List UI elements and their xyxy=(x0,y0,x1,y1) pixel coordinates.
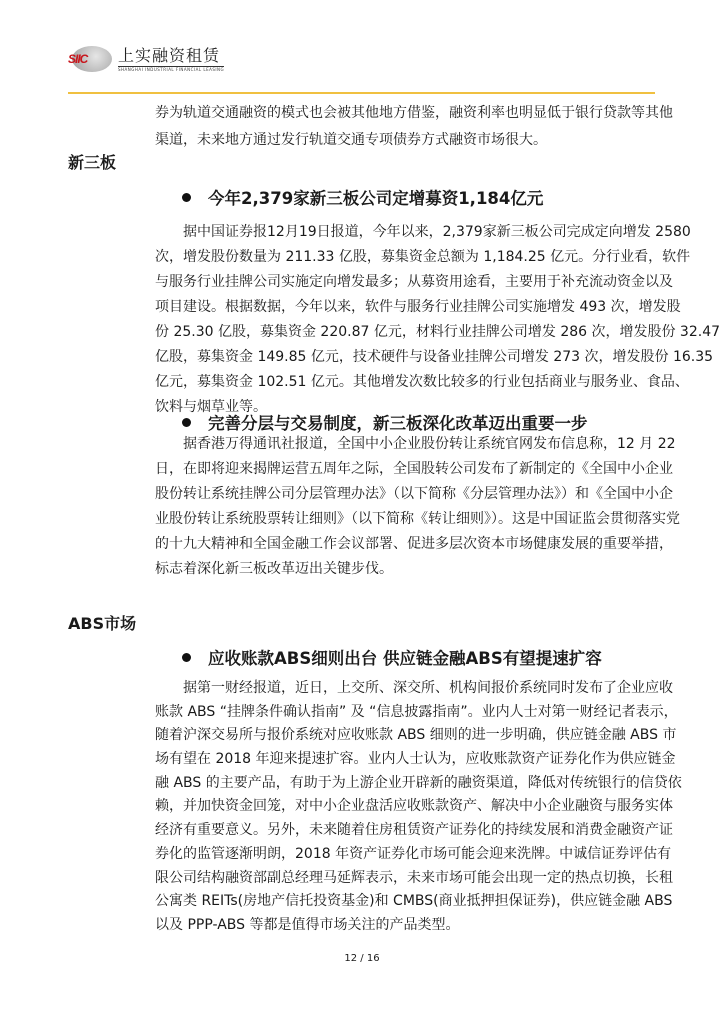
paragraph xyxy=(155,432,680,582)
paragraph-line: 业股份转让系统股票转让细则》（以下简称《转让细则》）。这是中国证监会贯彻落实党 xyxy=(155,511,680,527)
paragraph xyxy=(155,677,682,938)
siic-logo-icon xyxy=(68,46,112,72)
logo-english-name: SHANGHAI INDUSTRIAL FINANCIAL LEASING xyxy=(118,67,225,72)
bullet-heading xyxy=(182,645,602,669)
logo-chinese-name: 上实融资租赁 xyxy=(118,46,224,67)
paragraph-line: 据中国证券报12月19日报道，今年以来，2,379家新三板公司完成定向增发 2580 xyxy=(155,224,691,240)
paragraph-line: 经济有重要意义。另外，未来随着住房租赁资产证券化的持续发展和消费金融资产证 xyxy=(155,822,673,839)
paragraph-line: 饮料与烟草业等。 xyxy=(155,399,267,415)
paragraph-line: 份 25.30 亿股，募集资金 220.87 亿元，材料行业挂牌公司增发 286 次，增发股份 32.47 xyxy=(155,324,721,340)
paragraph-line: 股份转让系统挂牌公司分层管理办法》（以下简称《分层管理办法》）和《全国中小企 xyxy=(155,486,673,502)
section-title-abs: ABS市场 xyxy=(68,614,137,633)
paragraph xyxy=(155,220,721,420)
paragraph-line: 与服务行业挂牌公司实施定向增发最多；从募资用途看，主要用于补充流动资金以及 xyxy=(155,274,673,290)
paragraph-line: 融 ABS 的主要产品，有助于为上游企业开辟新的融资渠道，降低对传统银行的信贷依 xyxy=(155,774,682,791)
bullet-heading xyxy=(182,185,543,209)
bullet-heading-text: 今年2,379家新三板公司定增募资1,184亿元 xyxy=(208,189,544,208)
paragraph-line: 次，增发股份数量为 211.33 亿股，募集资金总额为 1,184.25 亿元。分行业看，软件 xyxy=(155,249,691,265)
paragraph-line: 渠道，未来地方通过发行轨道交通专项债券方式融资市场很大。 xyxy=(155,132,547,148)
paragraph xyxy=(155,100,673,154)
header-rule xyxy=(68,92,655,94)
logo-mark-text: SIIC xyxy=(68,52,88,66)
paragraph-line: 的十九大精神和全国金融工作会议部署、促进多层次资本市场健康发展的重要举措， xyxy=(155,536,673,552)
paragraph-line: 随着沪深交易所与报价系统对应收账款 ABS 细则的进一步明确，供应链金融 ABS 市 xyxy=(155,727,677,744)
bullet-heading-text: 完善分层与交易制度，新三板深化改革迈出重要一步 xyxy=(208,414,588,433)
paragraph-line: 赖，并加快资金回笼，对中小企业盘活应收账款资产、解决中小企业融资与服务实体 xyxy=(155,798,673,815)
bullet-icon xyxy=(182,193,191,202)
bullet-heading-text: 应收账款ABS细则出台 供应链金融ABS有望提速扩容 xyxy=(208,649,602,668)
paragraph-line: 公寓类 REITs(房地产信托投资基金)和 CMBS(商业抵押担保证券)，供应链金融 ABS xyxy=(155,893,673,910)
paragraph-line: 标志着深化新三板改革迈出关键步伐。 xyxy=(155,561,393,577)
section-title-xinsanban: 新三板 xyxy=(68,153,117,172)
paragraph-line: 日，在即将迎来揭牌运营五周年之际，全国股转公司发布了新制定的《全国中小企业 xyxy=(155,461,673,477)
paragraph-line: 亿元，募集资金 102.51 亿元。其他增发次数比较多的行业包括商业与服务业、食品、 xyxy=(155,374,689,390)
paragraph-line: 场有望在 2018 年迎来提速扩容。业内人士认为，应收账款资产证券化作为供应链金 xyxy=(155,751,676,768)
paragraph-line: 亿股，募集资金 149.85 亿元，技术硬件与设备业挂牌公司增发 273 次，增发股份 16.35 xyxy=(155,349,714,365)
paragraph-line: 以及 PPP-ABS 等都是值得市场关注的产品类型。 xyxy=(155,916,460,933)
company-logo xyxy=(68,46,225,72)
paragraph-line: 账款 ABS “挂牌条件确认指南” 及 “信息披露指南”。业内人士对第一财经记者表示， xyxy=(155,703,678,720)
paragraph-line: 据香港万得通讯社报道，全国中小企业股份转让系统官网发布信息称，12 月 22 xyxy=(155,436,676,452)
bullet-icon xyxy=(182,418,191,427)
paragraph-line: 据第一财经报道，近日，上交所、深交所、机构间报价系统同时发布了企业应收 xyxy=(155,680,673,696)
page-number: 12 / 16 xyxy=(344,953,380,964)
bullet-icon xyxy=(182,653,191,662)
paragraph-line: 券为轨道交通融资的模式也会被其他地方借鉴，融资利率也明显低于银行贷款等其他 xyxy=(155,105,673,121)
paragraph-line: 券化的监管逐渐明朗，2018 年资产证券化市场可能会迎来洗牌。中诚信证券评估有 xyxy=(155,845,672,862)
paragraph-line: 项目建设。根据数据，今年以来，软件与服务行业挂牌公司实施增发 493 次，增发股 xyxy=(155,299,681,315)
bullet-heading xyxy=(182,410,588,434)
paragraph-line: 限公司结构融资部副总经理马延辉表示，未来市场可能会出现一定的热点切换，长租 xyxy=(155,869,673,886)
